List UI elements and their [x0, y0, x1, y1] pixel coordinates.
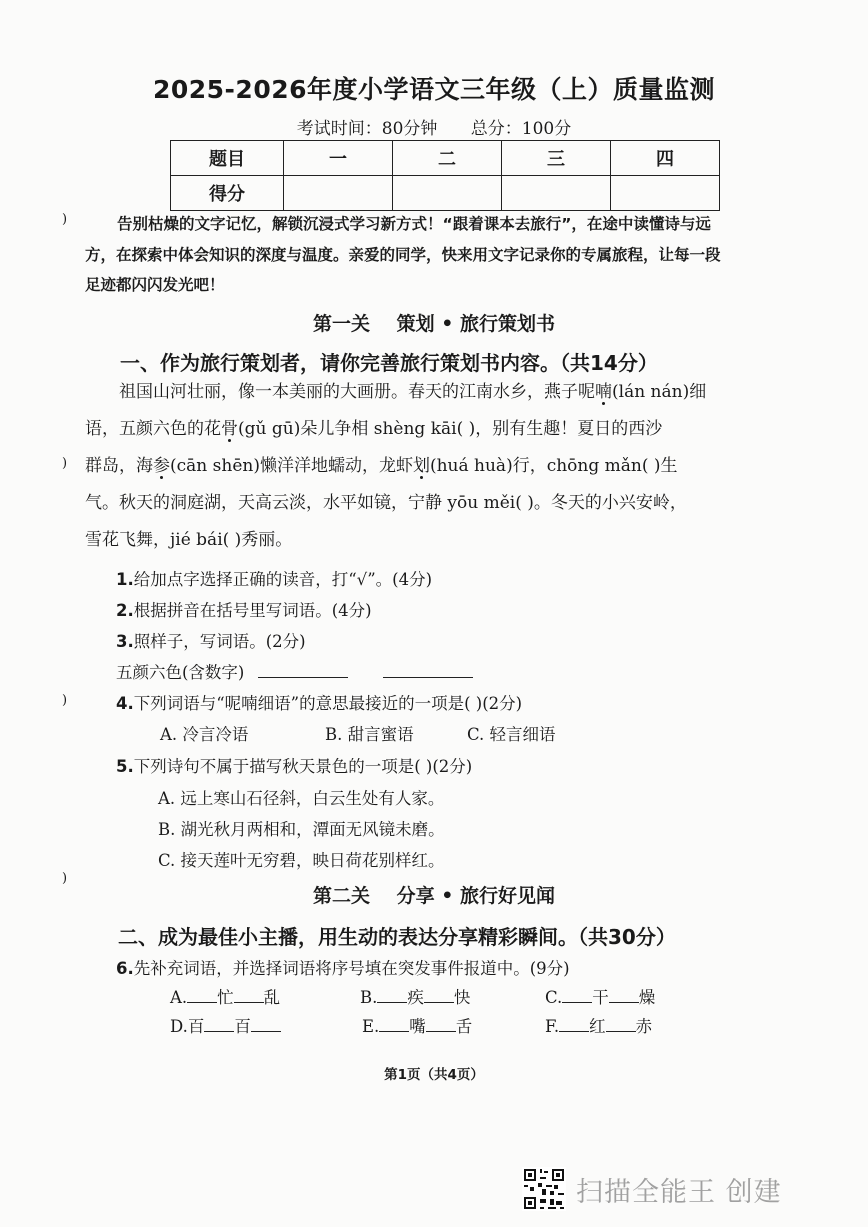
margin-mark: ): [62, 456, 68, 471]
page-footer: 第1页（共4页）: [384, 1067, 484, 1083]
answer-blank[interactable]: [609, 1002, 639, 1003]
margin-mark: ): [62, 212, 68, 227]
dotted-char: 参: [153, 456, 170, 476]
dotted-char: 喃: [595, 382, 612, 402]
question-3: [116, 628, 306, 652]
item-letter: F.: [545, 1017, 560, 1036]
option-b[interactable]: B. 湖光秋月两相和，潭面无风镜未磨。: [158, 820, 445, 839]
exam-time: 考试时间：80分钟: [296, 119, 438, 139]
passage-text: 祖国山河壮丽，像一本美丽的大画册。春天的江南水乡，燕子呢: [119, 382, 595, 402]
answer-blank[interactable]: [424, 1002, 454, 1003]
score-table-row-header: 题目: [171, 141, 284, 176]
question-text: 给加点字选择正确的读音，打“√”。(4分): [133, 570, 433, 589]
passage-line: 气。秋天的洞庭湖，天高云淡，水平如镜，宁静 yōu měi( )。冬天的小兴安岭，: [85, 493, 687, 513]
item-letter: D.: [170, 1017, 188, 1036]
passage-text: (lán nán)细: [612, 382, 707, 402]
exam-meta: [0, 114, 868, 139]
question-text: 根据拼音在括号里写词语。(4分): [133, 601, 372, 620]
fill-word-c: [545, 984, 655, 1008]
item-char: 燥: [638, 988, 656, 1007]
exam-title: 2025-2026年度小学语文三年级（上）质量监测: [152, 75, 716, 104]
item-char: 忙: [217, 988, 234, 1007]
watermark: 扫描全能王 创建: [576, 1177, 782, 1208]
passage-text: (huá huà)行，chōng mǎn( )生: [429, 456, 678, 476]
item-char: 疾: [407, 988, 424, 1007]
item-char: 嘴: [409, 1017, 426, 1036]
score-table-header-row: [171, 141, 720, 176]
score-cell[interactable]: [284, 176, 393, 211]
answer-blank[interactable]: [258, 677, 348, 678]
answer-blank[interactable]: [204, 1031, 234, 1032]
answer-blank[interactable]: [562, 1002, 592, 1003]
score-table-row-header: 得分: [171, 176, 284, 211]
level-name: 第二关: [312, 885, 370, 907]
question-4: [116, 690, 522, 714]
option-b[interactable]: B. 甜言蜜语: [325, 725, 414, 744]
answer-blank[interactable]: [377, 1002, 407, 1003]
question-6: [116, 955, 570, 979]
passage-text: 语，五颜六色的花: [85, 419, 221, 439]
score-table-col: 一: [284, 141, 393, 176]
item-letter: E.: [362, 1017, 380, 1036]
item-char: 舌: [455, 1017, 473, 1036]
passage-text: (gǔ gū)朵儿争相 shèng kāi( )，别有生趣！夏日的西沙: [238, 419, 663, 439]
passage-line: [85, 411, 775, 448]
intro-line: 告别枯燥的文字记忆，解锁沉浸式学习新方式！“跟着课本去旅行”，在途中读懂诗与远: [117, 215, 711, 233]
question-number: 5.: [116, 757, 134, 776]
item-char: 快: [453, 988, 471, 1007]
fill-word-a: [170, 984, 280, 1008]
margin-mark: ): [62, 871, 68, 886]
score-table-col: 四: [611, 141, 720, 176]
answer-blank[interactable]: [559, 1031, 589, 1032]
item-char: 干: [592, 988, 609, 1007]
answer-blank[interactable]: [383, 677, 473, 678]
answer-blank[interactable]: [606, 1031, 636, 1032]
option-c[interactable]: C. 接天莲叶无穷碧，映日荷花别样红。: [158, 851, 445, 870]
passage-line: [85, 448, 775, 485]
question-text: 照样子，写词语。(2分): [133, 632, 306, 651]
level-title: 分享 • 旅行好见闻: [396, 885, 555, 907]
question-text: 下列词语与“呢喃细语”的意思最接近的一项是( )(2分): [133, 694, 523, 713]
example-word: 五颜六色(含数字): [116, 663, 245, 682]
fill-word-f: [545, 1013, 652, 1037]
dotted-char: 骨: [221, 419, 238, 439]
question-number: 2.: [116, 601, 134, 620]
qr-code-icon: [522, 1167, 566, 1211]
question-5: [116, 753, 472, 777]
margin-mark: ): [62, 693, 68, 708]
level-name: 第一关: [312, 313, 370, 335]
item-letter: C.: [545, 988, 563, 1007]
intro-line: 足迹都闪闪发光吧！: [85, 276, 225, 294]
exam-total-score: 总分：100分: [470, 119, 572, 139]
score-table-col: 二: [393, 141, 502, 176]
option-a[interactable]: A. 冷言冷语: [160, 725, 249, 744]
section-heading: 一、作为旅行策划者，请你完善旅行策划书内容。（共14分）: [120, 351, 658, 375]
item-char: 百: [234, 1017, 251, 1036]
answer-blank[interactable]: [379, 1031, 409, 1032]
answer-blank[interactable]: [234, 1002, 264, 1003]
item-char: 赤: [635, 1017, 653, 1036]
passage: [85, 374, 775, 559]
level-title: 策划 • 旅行策划书: [396, 313, 555, 335]
dotted-char: 划: [412, 456, 430, 476]
question-3-example: [116, 659, 473, 683]
item-char: 百: [187, 1017, 205, 1036]
question-1: [116, 566, 432, 590]
level-heading: [0, 881, 868, 908]
item-letter: A.: [170, 988, 188, 1007]
item-char: 红: [589, 1017, 606, 1036]
passage-line: [85, 374, 775, 411]
answer-blank[interactable]: [187, 1002, 217, 1003]
passage-text: 群岛，海: [85, 456, 153, 476]
question-number: 6.: [116, 959, 134, 978]
intro-line: 方，在探索中体会知识的深度与温度。亲爱的同学，快来用文字记录你的专属旅程，让每一段: [85, 246, 721, 264]
fill-word-e: [362, 1013, 472, 1037]
question-text: 先补充词语，并选择词语将序号填在突发事件报道中。(9分): [133, 959, 570, 978]
passage-line: 雪花飞舞，jié bái( )秀丽。: [85, 530, 293, 550]
question-number: 3.: [116, 632, 134, 651]
score-cell[interactable]: [502, 176, 611, 211]
score-table: [170, 140, 720, 211]
item-letter: B.: [360, 988, 378, 1007]
passage-text: (cān shēn)懒洋洋地蠕动，龙虾: [170, 456, 413, 476]
answer-blank[interactable]: [426, 1031, 456, 1032]
answer-blank[interactable]: [251, 1031, 281, 1032]
option-a[interactable]: A. 远上寒山石径斜，白云生处有人家。: [158, 789, 445, 808]
score-table-col: 三: [502, 141, 611, 176]
question-2: [116, 597, 372, 621]
score-cell[interactable]: [611, 176, 720, 211]
fill-word-d: [170, 1013, 281, 1037]
question-text: 下列诗句不属于描写秋天景色的一项是( )(2分): [133, 757, 473, 776]
question-number: 4.: [116, 694, 134, 713]
score-cell[interactable]: [393, 176, 502, 211]
fill-word-b: [360, 984, 470, 1008]
question-number: 1.: [116, 570, 134, 589]
option-c[interactable]: C. 轻言细语: [467, 725, 556, 744]
item-char: 乱: [263, 988, 281, 1007]
score-table-score-row: [171, 176, 720, 211]
level-heading: [0, 309, 868, 336]
section-heading: 二、成为最佳小主播，用生动的表达分享精彩瞬间。（共30分）: [118, 925, 676, 949]
